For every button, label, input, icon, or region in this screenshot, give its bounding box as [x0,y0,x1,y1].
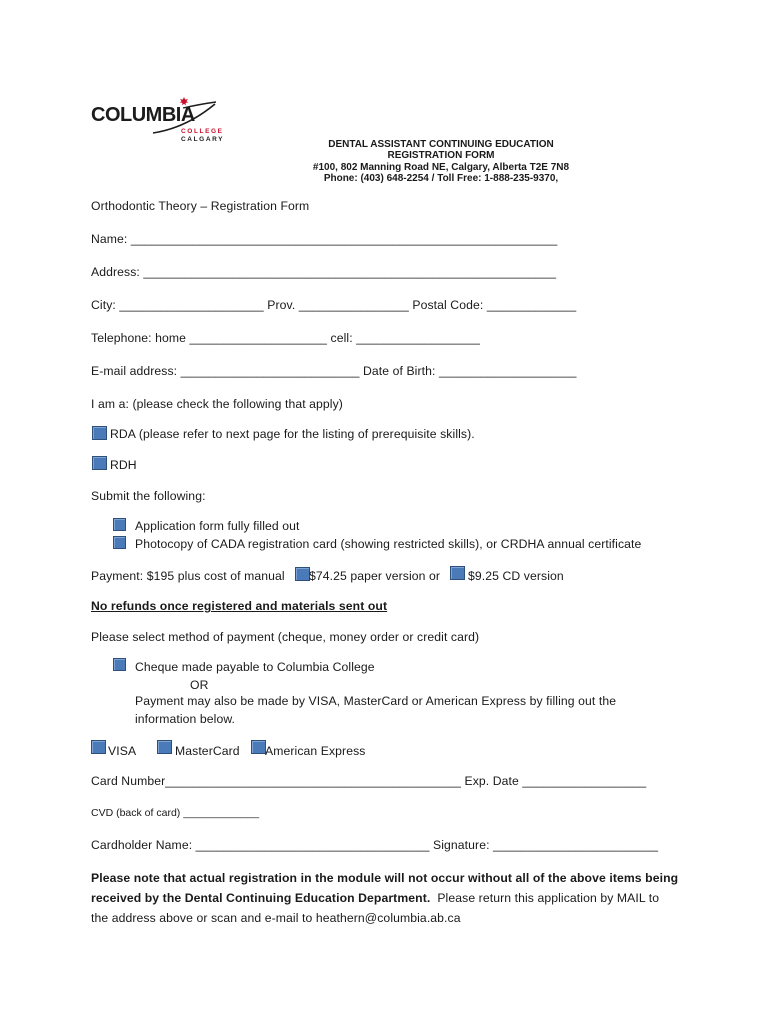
mastercard-checkbox[interactable] [157,740,172,754]
name-field[interactable]: Name: ______________________________________________________________ [91,232,558,246]
cd-version-checkbox[interactable] [450,566,465,580]
cardholder-signature-field[interactable]: Cardholder Name: __________________________________ Signature: ________________________ [91,838,659,852]
rdh-checkbox[interactable] [92,456,107,470]
card-payment-line1: Payment may also be made by VISA, MasterCard or American Express by filling out the [135,694,617,708]
logo-wordmark: COLUMBIA [91,104,195,126]
mastercard-label: MasterCard [175,744,240,758]
visa-label: VISA [108,744,137,758]
form-title: Orthodontic Theory – Registration Form [91,199,310,213]
no-refunds-notice: No refunds once registered and materials sent out [91,599,388,613]
submit-label: Submit the following: [91,489,206,503]
application-form-label: Application form fully filled out [135,519,300,533]
header-subtitle: REGISTRATION FORM [387,150,495,161]
logo-college: COLLEGE [181,128,224,135]
payment-method-label: Please select method of payment (cheque, money order or credit card) [91,630,480,644]
telephone-field[interactable]: Telephone: home ____________________ cell: __________________ [91,331,481,345]
application-form-checkbox[interactable] [113,518,126,531]
note-line1: Please note that actual registration in the module will not occur without all of the above items being [91,871,679,885]
or-label: OR [190,678,209,692]
address-field[interactable]: Address: ____________________________________________________________ [91,265,557,279]
paper-version-label: $74.25 paper version or [309,569,441,583]
email-dob-field[interactable]: E-mail address: __________________________ Date of Birth: ____________________ [91,364,577,378]
note-line2-bold: received by the Dental Continuing Education Department. [91,891,431,905]
cd-version-label: $9.25 CD version [468,569,564,583]
amex-checkbox[interactable] [251,740,266,754]
card-number-field[interactable]: Card Number___________________________________________ Exp. Date __________________ [91,774,647,788]
cvd-field[interactable]: CVD (back of card) _____________ [91,807,260,819]
rda-checkbox[interactable] [92,426,107,440]
header-phone: Phone: (403) 648-2254 / Toll Free: 1-888-235-9370, [323,173,559,184]
rdh-label: RDH [110,458,137,472]
card-payment-line2: information below. [135,712,236,726]
paper-version-checkbox[interactable] [295,567,310,581]
header-address: #100, 802 Manning Road NE, Calgary, Alberta T2E 7N8 [312,162,570,173]
cheque-checkbox[interactable] [113,658,126,671]
college-logo [91,94,241,146]
amex-label: American Express [265,744,366,758]
cada-card-label: Photocopy of CADA registration card (showing restricted skills), or CRDHA annual certificate [135,537,642,551]
note-line3: the address above or scan and e-mail to heathern@columbia.ab.ca [91,911,461,925]
header-title: DENTAL ASSISTANT CONTINUING EDUCATION [328,139,554,150]
city-prov-postal-field[interactable]: City: _____________________ Prov. ________________ Postal Code: _____________ [91,298,577,312]
cada-card-checkbox[interactable] [113,536,126,549]
rda-label: RDA (please refer to next page for the listing of prerequisite skills). [110,427,475,441]
visa-checkbox[interactable] [91,740,106,754]
logo-calgary: CALGARY [181,136,225,143]
note-line2 [91,891,659,905]
i-am-a-label: I am a: (please check the following that apply) [91,397,343,411]
cheque-label: Cheque made payable to Columbia College [135,660,375,674]
payment-label: Payment: $195 plus cost of manual [91,569,285,583]
note-line2-rest: Please return this application by MAIL to [430,891,660,905]
